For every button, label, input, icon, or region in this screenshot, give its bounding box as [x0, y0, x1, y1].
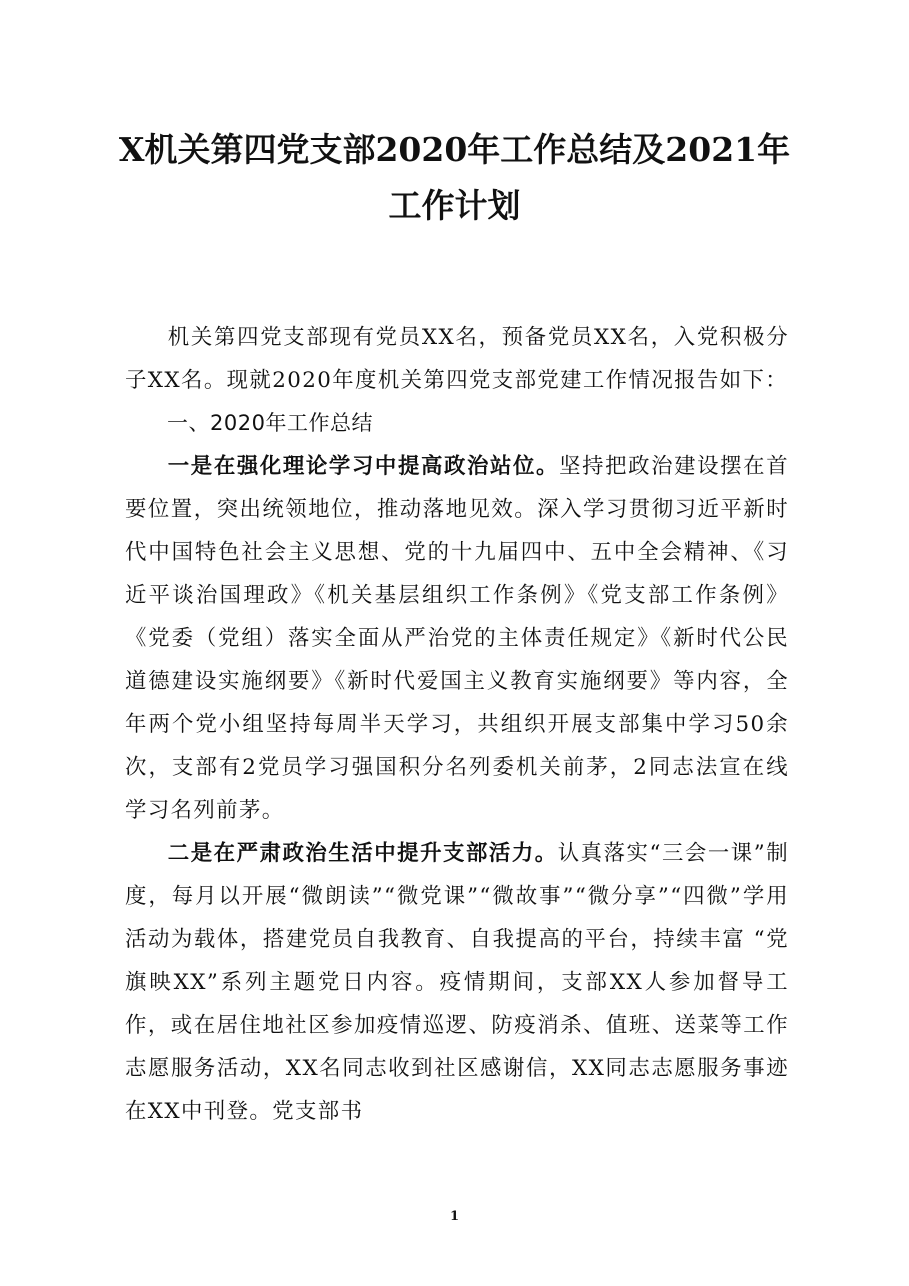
intro-paragraph: 机关第四党支部现有党员XX名，预备党员XX名，入党积极分子XX名。现就2020年度机关第四党支部党建工作情况报告如下： — [125, 325, 789, 393]
section-heading-1: 一、2020年工作总结 — [167, 411, 373, 435]
document-body — [125, 316, 789, 1133]
item-2-lead: 二是在严肃政治生活中提升支部活力。 — [167, 841, 558, 866]
item-paragraph-2 — [125, 832, 789, 1133]
item-2-text: 认真落实“三会一课”制度，每月以开展“微朗读”“微党课”“微故事”“微分享”“四微”学用活动为载体，搭建党员自我教育、自我提高的平台，持续丰富 “党旗映XX”系列主题党日内容。疫情期间，支部XX人参加督导工作，或在居住地社区参加疫情巡逻、防疫消杀、值班、送菜等工作志愿服务活动，XX名同志收到社区感谢信，XX同志志愿服务事迹在XX中刊登。党支部书 — [125, 841, 789, 1124]
item-paragraph-1 — [125, 445, 789, 832]
item-1-text: 坚持把政治建设摆在首要位置，突出统领地位，推动落地见效。深入学习贯彻习近平新时代中国特色社会主义思想、党的十九届四中、五中全会精神、《习近平谈治国理政》《机关基层组织工作条例》《党支部工作条例》《党委（党组）落实全面从严治党的主体责任规定》《新时代公民道德建设实施纲要》《新时代爱国主义教育实施纲要》等内容，全年两个党小组坚持每周半天学习，共组织开展支部集中学习50余次，支部有2党员学习强国积分名列委机关前茅，2同志法宣在线学习名列前茅。 — [125, 454, 789, 823]
item-1-lead: 一是在强化理论学习中提高政治站位。 — [167, 454, 560, 479]
page-number: 1 — [449, 1209, 460, 1224]
document-title — [100, 122, 809, 234]
title-line-1: X机关第四党支部2020年工作总结及2021年 — [118, 130, 791, 169]
title-line-2: 工作计划 — [388, 186, 521, 225]
